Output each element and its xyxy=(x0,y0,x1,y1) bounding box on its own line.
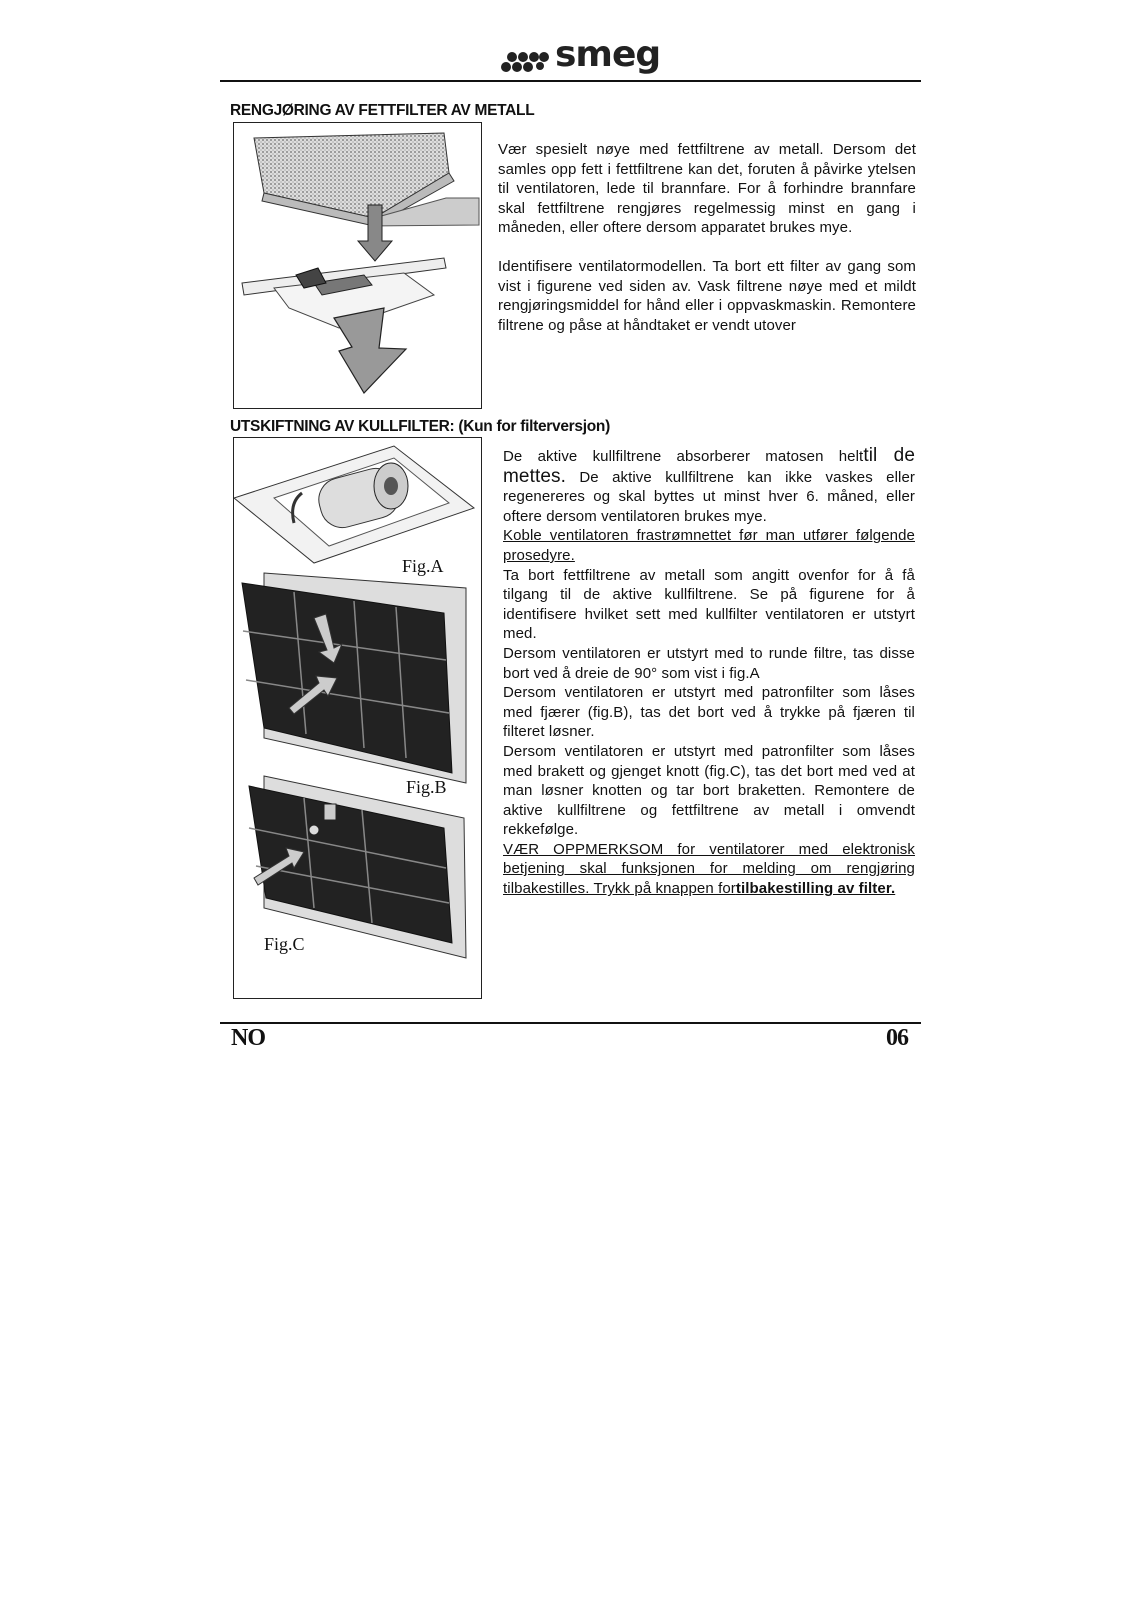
section-title-carbon-filter: UTSKIFTNING AV KULLFILTER: (Kun for filterversjon) xyxy=(230,418,610,435)
carbon-filter-notice xyxy=(503,840,915,899)
grease-filter-paragraph-2: Identifisere ventilatormodellen. Ta bort ett filter av gang som vist i figurene ved siden av. Vask filtrene nøye med et mildt rengjøringsmiddel for hånd eller i oppvaskmaskin. Remontere filtrene og påse at håndtaket er vendt utover xyxy=(498,257,916,334)
figure-label-c: Fig.C xyxy=(264,934,305,954)
carbon-filter-warning-disconnect: Koble ventilatoren frastrømnettet før man utfører følgende prosedyre. xyxy=(503,527,915,564)
carbon-filter-p1-part-a: De aktive kullfiltrene absorberer matosen helt xyxy=(503,448,864,465)
carbon-filter-p1-part-b: til de mettes. xyxy=(503,445,915,487)
carbon-filter-paragraph-4: Dersom ventilatoren er utstyrt med to runde filtre, tas disse bort ved å dreie de 90° som vist i fig.A xyxy=(503,644,915,682)
carbon-filter-paragraph-1 xyxy=(503,446,915,526)
grease-filter-figure xyxy=(233,122,482,409)
carbon-filter-paragraph-5: Dersom ventilatoren er utstyrt med patronfilter som låses med fjærer (fig.B), tas det bort ved å trykke på fjæren til filteret løsner. xyxy=(503,684,915,741)
reset-filter-label: tilbakestilling av filter. xyxy=(735,880,896,898)
footer-language-code: NO xyxy=(231,1025,265,1051)
grease-filter-paragraph-1: Vær spesielt nøye med fettfiltrene av metall. Dersom det samles opp fett i fettfiltrene kan det, foruten å påvirke ytelsen til ventilatoren, lede til brannfare. For å forhindre brannfare skal fettfiltrene rengjøres regelmessig minst en gang i måneden, eller oftere dersom apparatet brukes mye. xyxy=(498,141,916,237)
carbon-filter-text xyxy=(503,446,915,899)
figure-label-a: Fig.A xyxy=(402,556,444,576)
brand-name: smeg xyxy=(555,34,661,75)
smeg-logo xyxy=(500,34,661,76)
smeg-dots-icon xyxy=(500,40,555,76)
carbon-filter-paragraph-6: Dersom ventilatoren er utstyrt med patronfilter som låses med brakett og gjenget knott (fig.C), tas det bort med ved at man løsner knotten og tar bort braketten. Remontere de aktive kullfiltrene og fettfiltrene av metall i omvendt rekkefølge. xyxy=(503,742,915,839)
grease-filter-text xyxy=(498,140,916,335)
carbon-filter-p1-part-c: De aktive kullfiltrene kan ikke vaskes eller regenereres og skal byttes ut minst hver 6. måned, eller oftere dersom ventilatoren brukes mye. xyxy=(503,468,915,525)
carbon-filter-figure xyxy=(233,437,482,999)
figure-label-b: Fig.B xyxy=(406,777,447,797)
carbon-filter-notice-text: VÆR OPPMERKSOM for ventilatorer med elektronisk betjening skal funksjonen for melding om rengjøring tilbakestilles. Trykk på knappen for xyxy=(503,840,915,898)
footer-divider xyxy=(220,1022,921,1024)
carbon-filter-paragraph-3: Ta bort fettfiltrene av metall som angitt ovenfor for å få tilgang til de aktive kullfiltrene. Se på figurene for å identifisere hvilket sett med kullfilter ventilatoren er utstyrt med. xyxy=(503,566,915,643)
footer-page-number: 06 xyxy=(886,1025,908,1051)
header-divider xyxy=(220,80,921,82)
section-title-grease-filter: RENGJØRING AV FETTFILTER AV METALL xyxy=(230,102,535,119)
